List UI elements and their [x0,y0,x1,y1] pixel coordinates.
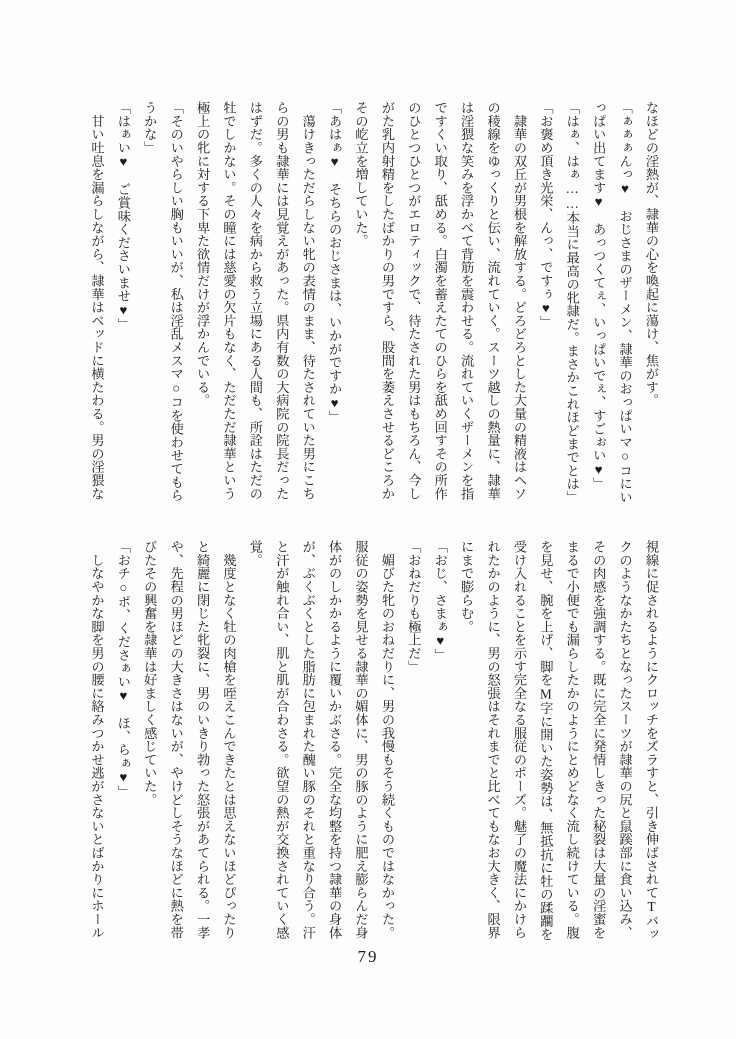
text-column: うかな」 [142,101,158,155]
text-column: と汗が触れ合い、肌と肌が合わさる。欲望の熱が交換されていく感 [274,540,290,939]
text-column: 「はぁ、はぁ……本当に最高の牝隷だ。まさかこれほどまでとは」 [564,101,580,504]
text-column: 甘い吐息を漏らしながら、隷華はベッドに横たわる。男の淫猥な [89,101,105,500]
text-column: 「あはぁ♥ そちらのおじさまは、いかがですか♥」 [327,101,343,424]
text-column: その肉感を強調する。既に完全に発情しきった秘裂は大量の淫蜜を [591,540,607,939]
text-column: 「はぁい♥ ご賞味くださいませ♥」 [115,101,131,331]
text-column: 覚。 [247,540,263,567]
text-column: 「お褒め頂き光栄、んっ、ですぅ♥」 [538,101,554,329]
text-column: がた乳内射精をしたばかりの男ですら、股間を萎えさせるどころか [379,101,395,500]
text-column: や、先程の男ほどの大きさはないが、やけどしそうなほどに熱を帯 [168,540,184,939]
text-column: 媚びた牝のおねだりに、男の我慢もそう続くものではなかった。 [379,540,395,939]
text-column: れたかのように、男の怒張はそれまでと比べてもなお大きく、限界 [485,540,501,939]
text-column: を見せ、腕を上げ、脚をM字に開いた姿勢は、無抵抗に牡の蹂躙を [538,540,554,941]
text-column: 「おじ、さまぁ♥」 [432,540,448,662]
text-column: にまで膨らむ。 [459,540,475,634]
text-column: 「ぁぁぁんっ♥ おじさまのザーメン、隷華のおっぱいマ○コにい [617,101,633,504]
text-column: しなやかな脚を男の腰に絡みつかせ逃がさないとばかりにホール [89,540,105,939]
text-column: その屹立を増していた。 [353,101,369,248]
text-column: っぱい出てます♥ あっつくてぇ、いっぱいでぇ、すごぉい♥」 [591,101,607,491]
text-column: と綺麗に閉じた牝裂に、男のいきり勃った怒張があてられる。一孝 [195,540,211,939]
text-column: 幾度となく牡の肉槍を咥えこんできたとは思えないほどぴったり [221,540,237,939]
text-column: なほどの淫熱が、隷華の心を喚起に蕩け、焦がす。 [644,101,659,407]
text-column: 服従の姿勢を見せる隷華の媚体に、男の豚のように肥え膨らんだ身 [353,540,369,939]
text-column: 極上の牝に対する下卑た欲情だけが浮かんでいる。 [195,101,211,407]
text-block-bottom [83,540,664,940]
text-column: らの男も隷華には見覚えがあった。県内有数の大病院の院長だった [274,101,290,500]
text-column: 「おねだりも極上だ」 [406,540,422,673]
page-number: 79 [357,947,379,966]
text-column: 視線に促されるようにクロッチをズラすと、引き伸ばされてTバッ [644,540,659,941]
text-column: ですくい取り、舐める。白濁を蓄えたてのひらを舐め回すその所作 [432,101,448,500]
text-column: 受け入れることを示す完全なる服従のポーズ。魅了の魔法にかけら [511,540,527,939]
text-column: 隷華の双丘が男根を解放する。どろどろとした大量の精液はヘソ [511,101,527,500]
text-column: びたその興奮を隷華は好ましく感じていた。 [142,540,158,806]
text-column: 体がのしかかるように覆いかぶさる。完全な均整を持つ隷華の身体 [327,540,343,939]
text-column: のひとつひとつがエロティックで、待たされた男はもちろん、今し [406,101,422,500]
text-column: が、ぶくぶくとした脂肪に包まれた醜い豚のそれと重なり合う。汗 [300,540,316,939]
text-column: は淫猥な笑みを浮かべて背筋を震わせる。流れていくザーメンを指 [459,101,475,500]
text-column: 「おチ○ポ、くださぁい♥ ほ、らぁ♥」 [115,540,131,799]
text-column: まるで小便でも漏らしたかのようにとめどなく流し続けている。腹 [564,540,580,939]
text-block-top [83,101,664,504]
text-column: 「そのいやらしい胸もいいが、私は淫乱メスマ○コを使わせてもら [168,101,184,502]
text-column: 牡でしかない。その瞳には慈愛の欠片もなく、ただただ隷華という [221,101,237,500]
text-column: はずだ。多くの人々を病から救う立場にある人間も、所詮はただの [247,101,263,500]
text-column: クのようなかたちとなったスーツが隷華の尻と鼠蹊部に食い込み、 [617,540,633,939]
text-column: 蕩けきっただらしない牝の表情のまま、待たされていた男にこち [300,101,316,500]
text-column: の稜線をゆっくりと伝い、流れていく。スーツ越しの熱量に、隷華 [485,101,501,500]
